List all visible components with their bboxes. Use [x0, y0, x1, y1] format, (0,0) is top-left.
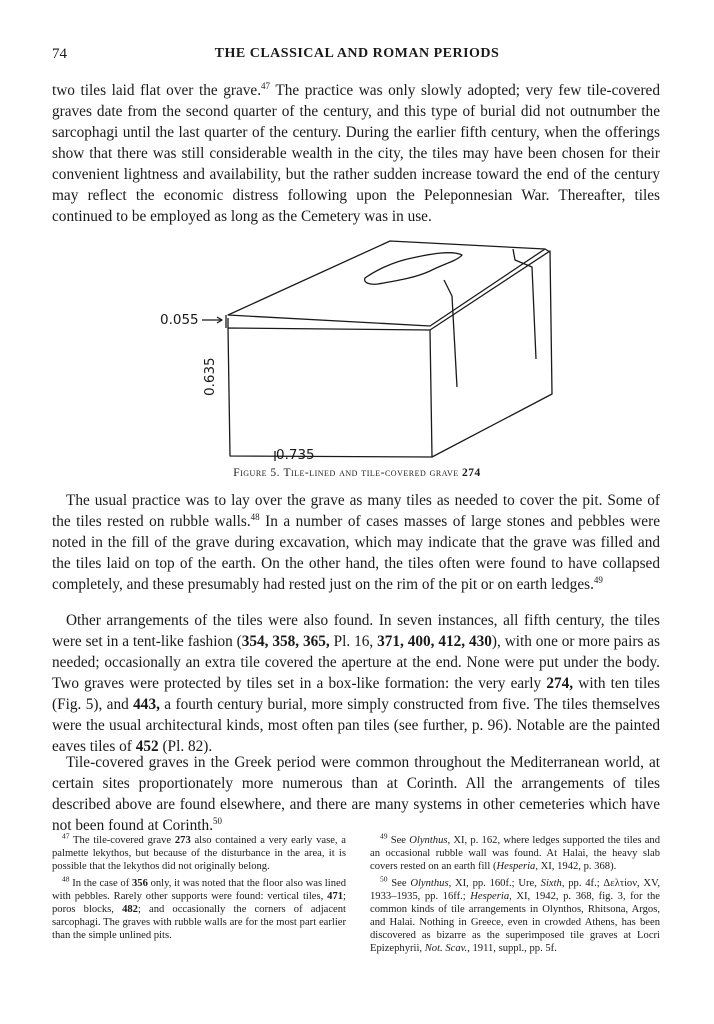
footnote-50: $^{50}$ See Olynthus, XI, pp. 160f.; Ure, Sixth, pp. 4f.; Δελτίον, XV, 1933–1935, pp. 16ff.; Hesperia, XI, 1942, p. 368, fig. 3, for the common kinds of tile arrangements in Olynthos, Rhitsona, Argos, and Halai. Nothing in Greece, even in crowded Athens, has been discovered as bizarre as the superimposed tile graves at Locri Epizephyrii, Not. Scav., 1911, suppl., pp. 5f. [370, 874, 661, 954]
footnote-48: $^{48}$ In the case of 356 only, it was noted that the floor also was lined with pebbles. Rarely other supports were found: vertical tiles, 471; poros blocks, 482; and occasionally the corners of adjacent sarcophagi. The graves with rubble walls are for the most part earlier than the simple unlined pits. [52, 874, 346, 941]
footnotes-left [52, 831, 347, 942]
stain-outline [365, 253, 462, 285]
footnote-47: $^{47}$ The tile-covered grave 273 also contained a very early vase, a palmette lekythos, but because of the disturbance in the area, it is possible that the lekythos did not originally belong. [52, 831, 347, 872]
footnote-ref-47[interactable]: 47 [261, 80, 271, 91]
footnote-ref-49[interactable]: 49 [593, 574, 603, 585]
tile-grave-drawing [160, 236, 580, 466]
grave-front-face [228, 328, 432, 457]
dimension-label-side: 0.635 [202, 357, 218, 396]
dimension-label-bottom: 0.735 [276, 447, 315, 463]
grave-top-face [228, 241, 545, 326]
footnote-49: $^{49}$ See Olynthus, XI, p. 162, where ledges supported the tiles and an occasional rubble wall was found. At Halai, the heavy slab covers rested on an earth fill (Hesperia, XI, 1942, p. 368). [370, 831, 660, 872]
footnotes-right [370, 831, 661, 955]
running-head: THE CLASSICAL AND ROMAN PERIODS [214, 46, 500, 61]
figure-caption: Figure 5. Tile-lined and tile-covered grave 274 [233, 467, 481, 479]
footnote-ref-48[interactable]: 48 [250, 511, 260, 522]
dimension-label-top: 0.055 [160, 312, 199, 328]
paragraph-1: two tiles laid flat over the grave.$^{47}$ The practice was only slowly adopted; very few tile-covered graves date from the second quarter of the century, and this type of burial did not outnumber the sarcophagi until the last quarter of the century. During the earlier fifth century, when the offerings show that there was still considerable wealth in the city, the tiles may have been chosen for their convenient lightness and availability, but the rather sudden increase toward the end of the century may reflect the economic distress following upon the Peleponnesian War. Thereafter, tiles continued to be employed as long as the Cemetery was in use. [52, 80, 660, 225]
paragraph-4: Tile-covered graves in the Greek period were common throughout the Mediterranean world, at certain sites proportionately more numerous than at Corinth. All the arrangements of tiles described above are found elsewhere, and there are many systems in other cemeteries which have not been found at Corinth.$^{50}$ [52, 754, 660, 834]
grave-side-face [430, 251, 552, 457]
figure-5 [160, 236, 580, 466]
paragraph-2: The usual practice was to lay over the grave as many tiles as needed to cover the pit. Some of the tiles rested on rubble walls.$^{48}$ In a number of cases masses of large stones and pebbles were noted in the fill of the grave during excavation, which may indicate that the grave was filled and the tiles laid on top of the earth. On the other hand, the tiles often were found to have collapsed completely, and these presumably had rested just on the rim of the pit or on earth ledges.$^{49}$ [52, 492, 660, 593]
paragraph-3: Other arrangements of the tiles were also found. In seven instances, all fifth century, the tiles were set in a tent-like fashion (354, 358, 365, Pl. 16, 371, 400, 412, 430), with one or more pairs as needed; occasionally an extra tile covered the aperture at the end. None were put under the body. Two graves were protected by tiles set in a box-like formation: the very early 274, with ten tiles (Fig. 5), and 443, a fourth century burial, more simply constructed from five. The tiles themselves were the usual architectural kinds, most often pan tiles (see further, p. 96). Notable are the painted eaves tiles of 452 (Pl. 82). [52, 612, 660, 755]
footnote-ref-50[interactable]: 50 [213, 815, 223, 826]
page-number: 74 [52, 46, 67, 62]
